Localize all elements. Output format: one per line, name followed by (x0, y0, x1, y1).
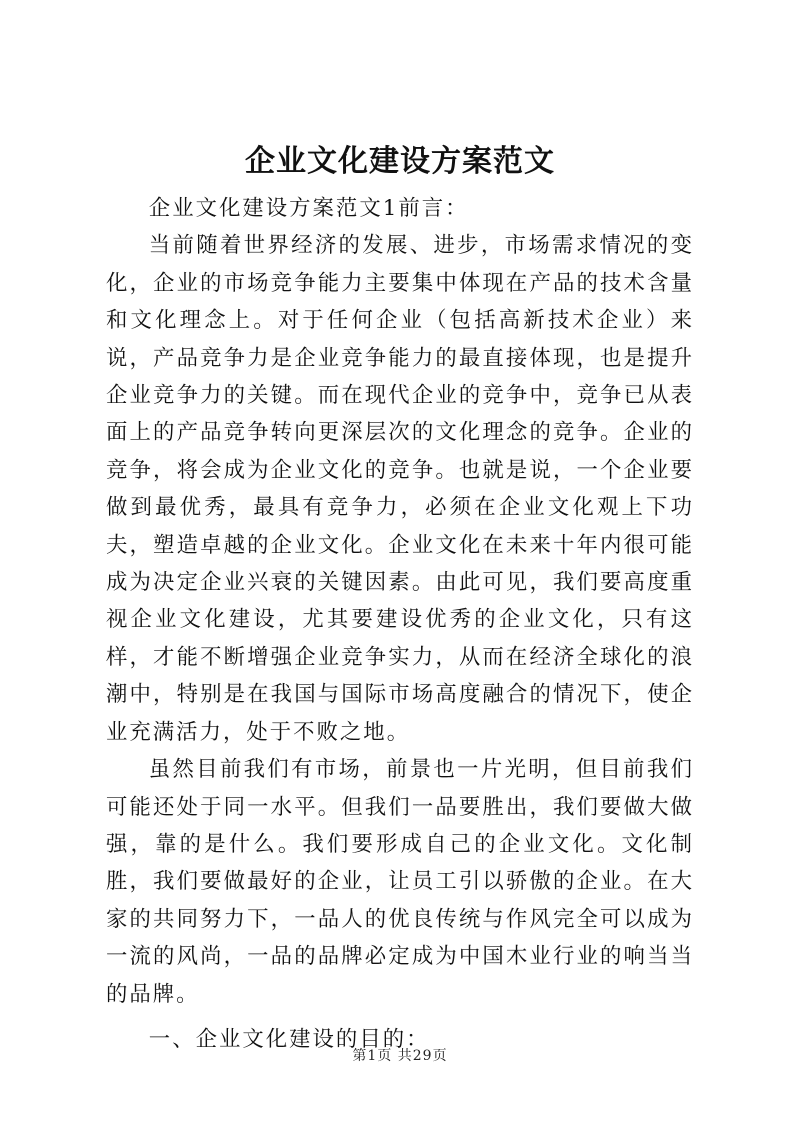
intro-line: 企业文化建设方案范文1前言： (148, 196, 469, 221)
page-footer: 第1页 共29页 (352, 1048, 448, 1064)
document-title: 企业文化建设方案范文 (245, 144, 555, 179)
paragraph-preface: 当前随着世界经济的发展、进步，市场需求情况的变化，企业的市场竞争能力主要集中体现在产品的技术含量和文化理念上。对于任何企业（包括高新技术企业）来说，产品竞争力是企业竞争能力的最直接体现，也是提升企业竞争力的关键。而在现代企业的竞争中，竞争已从表面上的产品竞争转向更深层次的文化理念的竞争。企业的竞争，将会成为企业文化的竞争。也就是说，一个企业要做到最优秀，最具有竞争力，必须在企业文化观上下功夫，塑造卓越的企业文化。企业文化在未来十年内很可能成为决定企业兴衰的关键因素。由此可见，我们要高度重视企业文化建设，尤其要建设优秀的企业文化，只有这样，才能不断增强企业竞争实力，从而在经济全球化的浪潮中，特别是在我国与国际市场高度融合的情况下，使企业充满活力，处于不败之地。 (106, 233, 694, 745)
section-heading-purpose: 一、企业文化建设的目的： (148, 1026, 430, 1052)
document-body (106, 190, 694, 1058)
paragraph-outlook: 虽然目前我们有市场，前景也一片光明，但目前我们可能还处于同一水平。但我们一品要胜出，我们要做大做强，靠的是什么。我们要形成自己的企业文化。文化制胜，我们要做最好的企业，让员工引以骄傲的企业。在大家的共同努力下，一品人的优良传统与作风完全可以成为一流的风尚，一品的品牌必定成为中国木业行业的响当当的品牌。 (106, 757, 694, 1007)
